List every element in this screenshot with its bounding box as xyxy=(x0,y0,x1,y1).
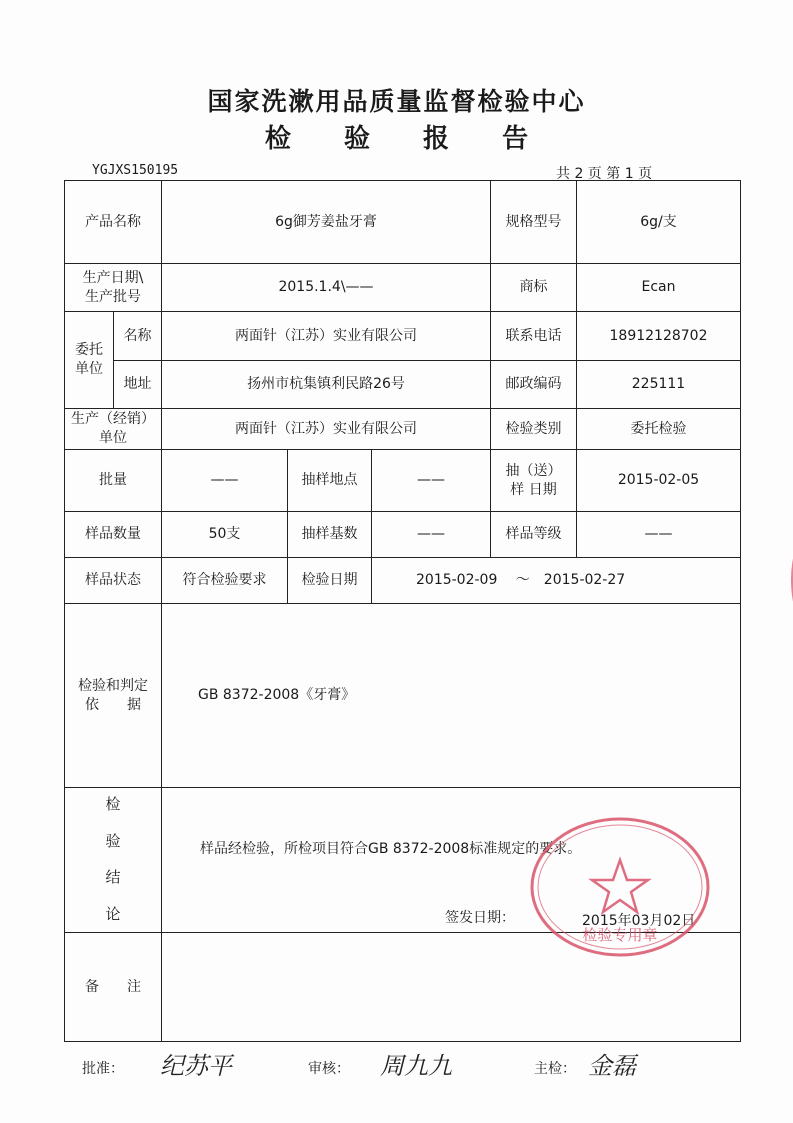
approve-signature: 纪苏平 xyxy=(160,1052,232,1080)
conclusion-label-char: 检 xyxy=(105,795,121,813)
review-label: 审核： xyxy=(308,1061,350,1077)
client-addr: 扬州市杭集镇利民路26号 xyxy=(161,360,491,409)
sample-base-value: —— xyxy=(371,511,491,558)
inspect-type-label: 检验类别 xyxy=(490,408,577,450)
issue-date-label: 签发日期： xyxy=(445,910,515,926)
spec-value: 6g/支 xyxy=(576,180,741,264)
conclusion-text: 样品经检验，所检项目符合GB 8372-2008标准规定的要求。 xyxy=(200,841,582,857)
sample-date-label: 抽（送）样 日期 xyxy=(490,449,577,512)
remark-label: 备 注 xyxy=(64,932,162,1042)
sample-state-value: 符合检验要求 xyxy=(161,557,288,604)
conclusion-label-char: 验 xyxy=(105,831,121,850)
sample-state-label: 样品状态 xyxy=(64,557,162,604)
conclusion-label xyxy=(64,787,162,933)
sample-place-label: 抽样地点 xyxy=(287,449,372,512)
issue-date: 2015年03月02日 xyxy=(582,913,696,929)
sample-grade-value: —— xyxy=(576,511,741,558)
client-addr-label: 地址 xyxy=(113,360,162,409)
test-date-value: 2015-02-09 ～ 2015-02-27 xyxy=(371,557,741,604)
sample-place-value: —— xyxy=(371,449,491,512)
batch-label: 批量 xyxy=(64,449,162,512)
client-name-label: 名称 xyxy=(113,311,162,361)
inspect-type-value: 委托检验 xyxy=(576,408,741,450)
inspect-signature: 金磊 xyxy=(588,1052,636,1080)
postcode-label: 邮政编码 xyxy=(490,360,577,409)
report-number: YGJXS150195 xyxy=(92,163,179,178)
prod-date-label: 生产日期\ 生产批号 xyxy=(64,263,162,312)
sample-date-value: 2015-02-05 xyxy=(576,449,741,512)
inspect-label: 主检： xyxy=(534,1061,576,1077)
review-signature: 周九九 xyxy=(380,1052,452,1080)
product-name-label: 产品名称 xyxy=(64,180,162,264)
brand-label: 商标 xyxy=(490,263,577,312)
seal-subtext: 检验专用章 xyxy=(582,926,658,944)
producer-label: 生产（经销） 单位 xyxy=(64,408,162,450)
test-date-label: 检验日期 xyxy=(287,557,372,604)
edge-seal xyxy=(760,495,793,665)
official-seal xyxy=(525,812,715,962)
sample-qty-value: 50支 xyxy=(161,511,288,558)
producer-value: 两面针（江苏）实业有限公司 xyxy=(161,408,491,450)
spec-label: 规格型号 xyxy=(490,180,577,264)
client-label: 委托 单位 xyxy=(64,311,114,409)
conclusion-label-char: 结 xyxy=(105,868,121,887)
client-name: 两面针（江苏）实业有限公司 xyxy=(161,311,491,361)
sample-qty-label: 样品数量 xyxy=(64,511,162,558)
sample-grade-label: 样品等级 xyxy=(490,511,577,558)
page-info: 共 2 页 第 1 页 xyxy=(556,166,653,182)
phone-value: 18912128702 xyxy=(576,311,741,361)
sample-base-label: 抽样基数 xyxy=(287,511,372,558)
basis-value: GB 8372-2008《牙膏》 xyxy=(161,603,741,788)
product-name: 6g御芳姜盐牙膏 xyxy=(161,180,491,264)
conclusion-label-char: 论 xyxy=(105,904,121,923)
report-title: 检 验 报 告 xyxy=(264,124,551,154)
phone-label: 联系电话 xyxy=(490,311,577,361)
batch-value: —— xyxy=(161,449,288,512)
prod-date: 2015.1.4\—— xyxy=(161,263,491,312)
brand-value: Ecan xyxy=(576,263,741,312)
postcode-value: 225111 xyxy=(576,360,741,409)
approve-label: 批准： xyxy=(82,1061,124,1077)
org-title: 国家洗漱用品质量监督检验中心 xyxy=(207,87,586,116)
basis-label: 检验和判定 依 据 xyxy=(64,603,162,788)
